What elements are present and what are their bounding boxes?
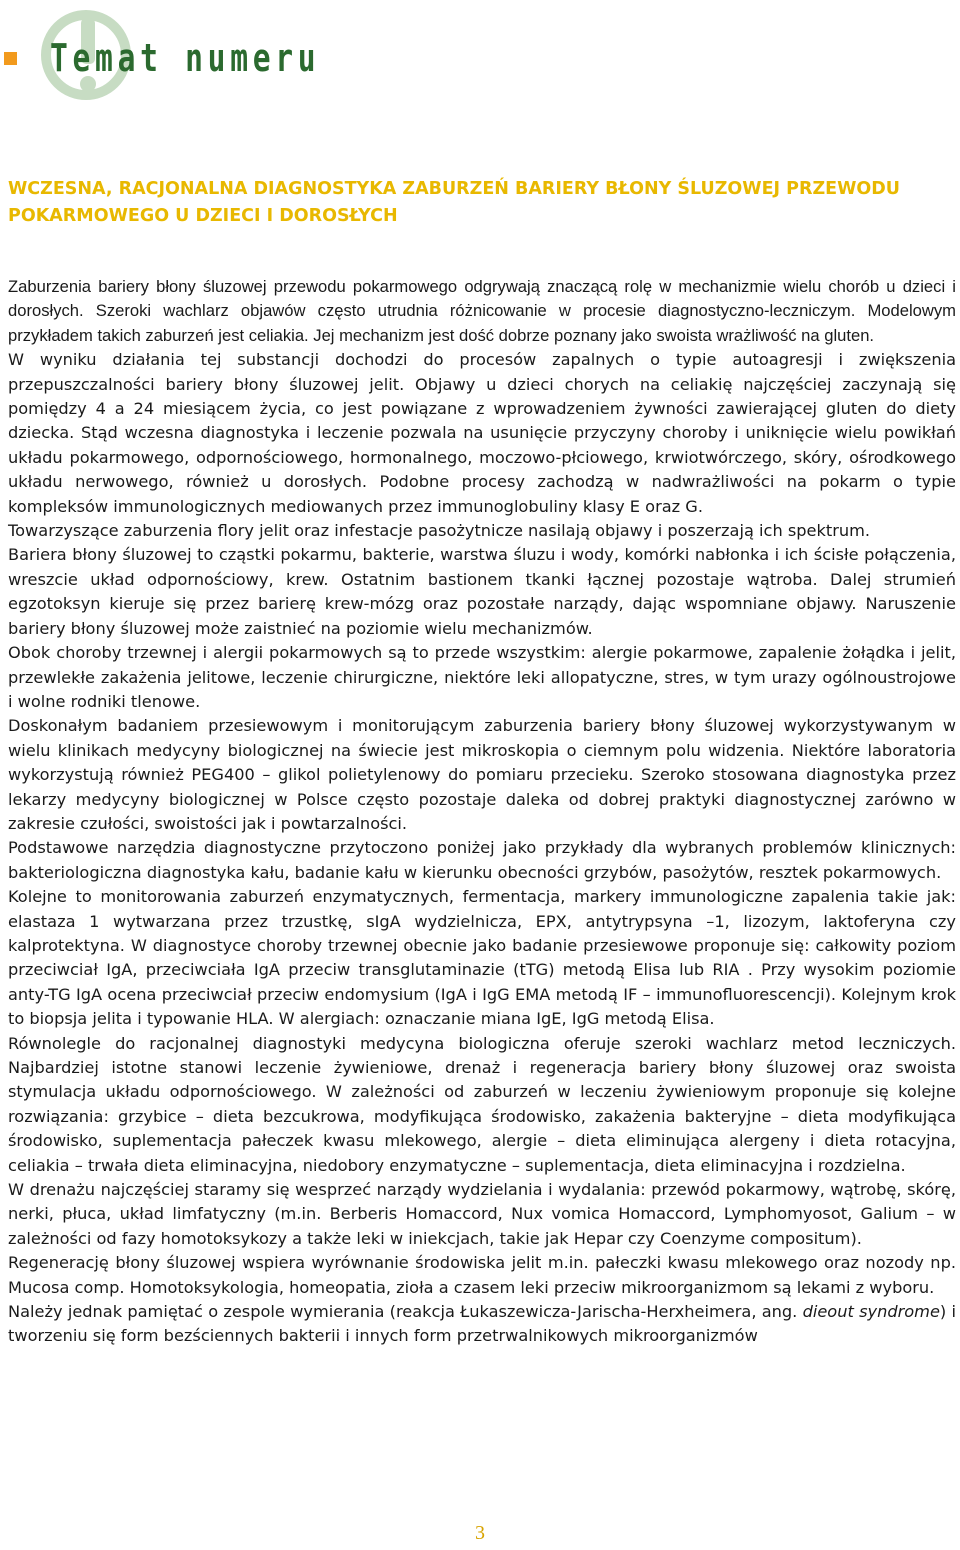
paragraph: W drenażu najczęściej staramy się wesprzeć narządy wydzielania i wydalania: przewód pokarmowy, wątrobę, skórę, nerki, płuca, układ limfatyczny (m.in. Berberis Homaccord, Nux vomica Homaccord, Lymphomyosot, Galium – w zależności od fazy homotoksykozy a także leki w iniekcjach, takie jak Hepar czy Coenzyme compositum). [8,1180,956,1248]
italic-term: dieout syndrome [802,1302,940,1322]
paragraph: Regenerację błony śluzowej wspiera wyrównanie środowiska jelit m.in. pałeczki kwasu mlekowego oraz nozody np. Mucosa comp. Homotoksykologia, homeopatia, zioła a czasem leki przeciw mikroorganizmom są lekami z wyboru. [8,1253,956,1297]
section-title: Temat numeru [50,36,321,80]
page-header [0,0,960,120]
paragraph: Towarzyszące zaburzenia flory jelit oraz infestacje pasożytnicze nasilają objawy i poszerzają ich spektrum. [8,521,871,541]
article-title: WCZESNA, RACJONALNA DIAGNOSTYKA ZABURZEŃ BARIERY BŁONY ŚLUZOWEJ PRZEWODU POKARMOWEGO U DZIECI I DOROSŁYCH [8,179,901,226]
page-number: 3 [475,1522,485,1544]
article-body [8,275,956,1349]
orange-square-icon [4,52,17,65]
paragraph: Bariera błony śluzowej to cząstki pokarmu, bakterie, warstwa śluzu i wody, komórki nabłonka i ich ścisłe połączenia, wreszcie układ odpornościowy, krew. Ostatnim bastionem tkanki łącznej pozostaje wątroba. Dalej strumień egzotoksyn kieruje się przez barierę krew-mózg oraz pozostałe narządy, dając wspomniane objawy. Naruszenie bariery błony śluzowej może zaistnieć na poziomie wielu mechanizmów. [8,545,956,638]
paragraph: W wyniku działania tej substancji dochodzi do procesów zapalnych o typie autoagresji i zwiększenia przepuszczalności bariery błony śluzowej jelit. Objawy u dzieci chorych na celiakię najczęściej zaczynają się pomiędzy 4 a 24 miesiącem życia, co jest powiązane z wprowadzeniem żywności zawierającej gluten do diety dziecka. Stąd wczesna diagnostyka i leczenie pozwala na usunięcie przyczyny choroby i uniknięcie wielu powikłań układu pokarmowego, odpornościowego, hormonalnego, moczowo-płciowego, krwiotwórczego, skóry, ośrodkowego układu nerwowego, również u dorosłych. Podobne procesy zachodzą w nadwrażliwości na pokarm o typie kompleksów immunologicznych mediowanych przez immunoglobuliny klasy E oraz G. [8,350,956,516]
article-intro: Zaburzenia bariery błony śluzowej przewodu pokarmowego odgrywają znaczącą rolę w mechanizmie wielu chorób u dzieci i dorosłych. Szeroki wachlarz objawów często utrudnia różnicowanie w procesie diagnostyczno-leczniczym. Modelowym przykładem takich zaburzeń jest celiakia. Jej mechanizm jest dość dobrze poznany jako swoista wrażliwość na gluten. [8,277,956,345]
text-span: ) i tworzeniu się form bezściennych bakterii i innych form przetrwalnikowych mikroorganizmów [8,1302,956,1346]
paragraph: Równolegle do racjonalnej diagnostyki medycyna biologiczna oferuje szeroki wachlarz metod leczniczych. Najbardziej istotne stanowi leczenie żywieniowe, drenaż i regeneracja bariery błony śluzowej oraz swoista stymulacja układu odpornościowego. W zależności od zaburzeń w leczeniu żywieniowym proponuje się kolejne rozwiązania: grzybice – dieta bezcukrowa, modyfikująca środowisko, zakażenia bakteryjne – dieta modyfikująca środowisko, suplementacja pałeczek kwasu mlekowego, alergie – dieta eliminująca alergeny i dieta rotacyjna, celiakia – trwała dieta eliminacyjna, niedobory enzymatyczne – suplementacja, dieta eliminacyjna i rozdzielna. [8,1033,956,1175]
paragraph: Podstawowe narzędzia diagnostyczne przytoczono poniżej jako przykłady dla wybranych problemów klinicznych: bakteriologiczna diagnostyka kału, badanie kału w kierunku obecności grzybów, pasożytów, resztek pokarmowych. [8,838,956,882]
paragraph: Obok choroby trzewnej i alergii pokarmowych są to przede wszystkim: alergie pokarmowe, zapalenie żołądka i jelit, przewlekłe zakażenia jelitowe, leczenie chirurgiczne, niektóre leki allopatyczne, stres, w tym urazy ogólnoustrojowe i wolne rodniki tlenowe. [8,643,956,711]
paragraph-last [8,1300,956,1349]
text-span: Należy jednak pamiętać o zespole wymierania (reakcja Łukaszewicza-Jarischa-Herxheimera, ang. [8,1302,803,1322]
paragraph: Doskonałym badaniem przesiewowym i monitorującym zaburzenia bariery błony śluzowej wykorzystywanym w wielu klinikach medycyny biologicznej na świecie jest mikroskopia o ciemnym polu widzenia. Niektóre laboratoria wykorzystują również PEG400 – glikol polietylenowy do pomiaru przecieku. Szeroko stosowana diagnostyka przez lekarzy medycyny biologicznej w Polsce często pozostaje daleka od dobrej praktyki diagnostycznej zarówno w zakresie czułości, swoistości jak i powtarzalności. [8,716,956,833]
paragraph: Kolejne to monitorowania zaburzeń enzymatycznych, fermentacja, markery immunologiczne zapalenia takie jak: elastaza 1 wytwarzana przez trzustkę, sIgA wydzielnicza, EPX, antytrypsyna –1, lizozym, laktoferyna czy kalprotektyna. W diagnostyce choroby trzewnej obecnie jako badanie przesiewowe proponuje się: całkowity poziom przeciwciał IgA, przeciwciała IgA przeciw transglutaminazie (tTG) metodą Elisa lub RIA . Przy wysokim poziomie anty-TG IgA ocena przeciwciał przeciw endomysium (IgA i IgG EMA metodą IF – immunofluorescencji). Kolejnym krok to biopsja jelita i typowanie HLA. W alergiach: oznaczanie miana IgE, IgG metodą Elisa. [8,887,956,1029]
